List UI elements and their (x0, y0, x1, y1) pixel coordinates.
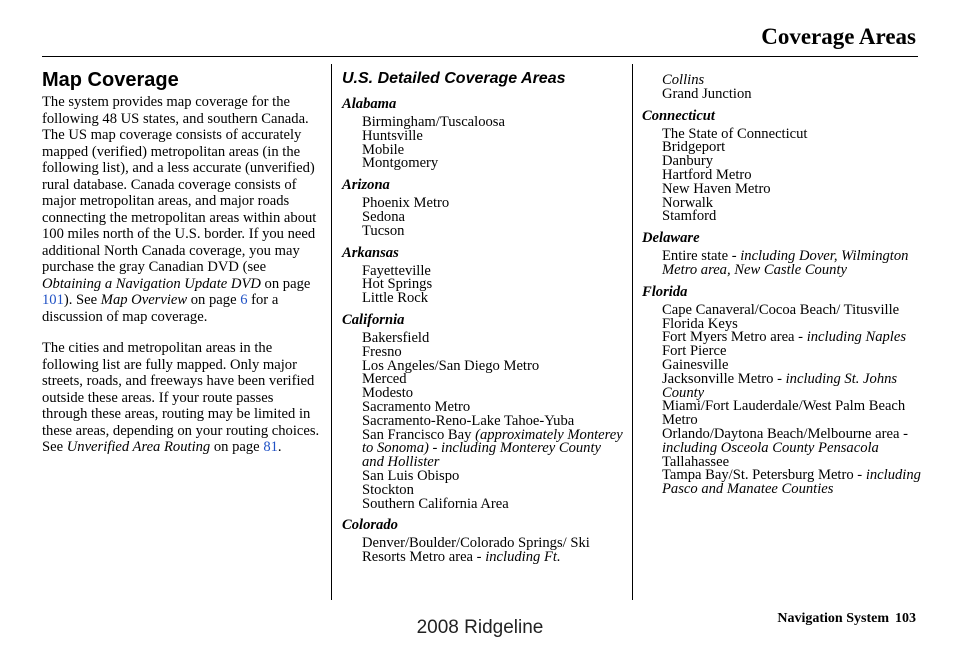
state-alabama: Alabama (342, 96, 397, 112)
detailed-coverage-column (342, 68, 624, 571)
city-note-continued: Collins (662, 72, 705, 88)
alabama-city-list (342, 116, 624, 171)
state-arkansas: Arkansas (342, 244, 399, 261)
california-city-list (342, 329, 624, 512)
florida-city-list (642, 301, 932, 498)
city-item: Mobile (362, 141, 405, 158)
city-item: Phoenix Metro (362, 195, 450, 212)
map-coverage-paragraph: The system provides map coverage for the following 48 US states, and southern Canada. The US map coverage consists of accurately mapped (verified) metropolitan areas (in the following list), and a less accurate (unverified) rural database. Canada coverage consists of major metropolitan areas, and major roads connecting the metropolitan areas within about 100 miles north of the U.S. border. If you need additional North Canada coverage, you may purchase the gray Canadian DVD (see Obtaining a Navigation Update DVD on page 101). See Map Overview on page 6 for a discussion of map coverage. (42, 94, 317, 325)
header-rule (42, 56, 918, 57)
city-item: The State of Connecticut (662, 125, 808, 142)
city-note: including Ft. (485, 549, 561, 566)
city-note: including Naples (806, 329, 907, 346)
page-101-link[interactable]: 101 (42, 292, 64, 308)
city-item: San Francisco Bay (approximately Monterey to Sonoma) - including Monterey County and Hollister (362, 426, 623, 471)
navigation-update-reference: Obtaining a Navigation Update DVD (42, 275, 261, 292)
delaware-city-list (642, 250, 932, 278)
city-item: Gainesville (662, 356, 729, 373)
city-item: Birmingham/Tuscaloosa (362, 114, 505, 130)
city-item: Norwalk (662, 194, 714, 211)
city-item: Hartford Metro (662, 166, 752, 183)
map-overview-reference: Map Overview (100, 292, 188, 308)
connecticut-city-list (642, 125, 932, 225)
footer-label: Navigation System (777, 611, 889, 626)
city-item: Entire state - including Dover, Wilmington Metro area, New Castle County (662, 248, 909, 278)
city-item: Fayetteville (362, 262, 431, 279)
city-note: (approximately Monterey to Sonoma) - including Monterey County and Hollister (362, 426, 623, 471)
page-number: 103 (895, 611, 916, 626)
arizona-city-list (342, 197, 624, 238)
city-item: Modesto (362, 385, 414, 402)
map-coverage-heading: Map Coverage (42, 69, 179, 91)
watermark: 2008 Ridgeline (416, 617, 544, 638)
city-note: including St. Johns County (662, 370, 898, 401)
state-connecticut: Connecticut (642, 107, 715, 124)
city-note: including Pasco and Manatee Counties (662, 467, 921, 498)
city-item: Fort Pierce (662, 343, 727, 360)
city-item: Little Rock (362, 290, 429, 307)
city-item: Grand Junction (662, 85, 752, 102)
city-note: including Osceola County Pensacola (662, 439, 879, 456)
state-florida: Florida (642, 283, 688, 300)
city-item: Danbury (662, 153, 714, 170)
city-item: Stamford (662, 208, 717, 225)
arkansas-city-list (342, 262, 624, 307)
city-item: Bakersfield (362, 329, 430, 346)
city-item: Tallahassee (662, 453, 730, 470)
page-81-link[interactable]: 81 (263, 439, 278, 455)
city-item: Florida Keys (662, 315, 738, 332)
column-divider (632, 64, 633, 600)
city-item: Los Angeles/San Diego Metro (362, 357, 540, 374)
city-item: Cape Canaveral/Cocoa Beach/ Titusville (662, 301, 900, 318)
map-coverage-column (42, 68, 320, 456)
detailed-coverage-heading: U.S. Detailed Coverage Areas (342, 70, 566, 87)
city-item: Huntsville (362, 127, 423, 144)
verified-areas-paragraph: The cities and metropolitan areas in the following list are fully mapped. Only major streets, roads, and freeways have been verified outside these areas. If your route passes through these areas, routing may be limited in these areas, depending on your routing choices. See Unverified Area Routing on page 81. (42, 340, 320, 455)
unverified-routing-reference: Unverified Area Routing (66, 439, 211, 455)
city-item: San Luis Obispo (362, 467, 460, 484)
city-item: Jacksonville Metro - including St. Johns County (662, 370, 898, 401)
detailed-coverage-column-continued (642, 68, 932, 503)
city-item: Southern California Area (362, 495, 509, 512)
city-item: Hot Springs (362, 276, 433, 293)
city-item: Sedona (362, 208, 405, 225)
state-colorado: Colorado (342, 517, 398, 534)
city-item: Orlando/Daytona Beach/Melbourne area - including Osceola County Pensacola (662, 425, 908, 456)
city-item: Tucson (362, 222, 405, 239)
city-item: Fresno (362, 343, 402, 360)
city-item: Fort Myers Metro area - including Naples (662, 329, 907, 346)
page-6-link[interactable]: 6 (240, 292, 248, 308)
city-item: Tampa Bay/St. Petersburg Metro - including Pasco and Manatee Counties (662, 467, 921, 498)
page-title: Coverage Areas (761, 24, 916, 49)
state-arizona: Arizona (342, 177, 390, 194)
city-note: including Dover, Wilmington Metro area, New Castle County (662, 248, 909, 278)
city-item: Denver/Boulder/Colorado Springs/ Ski Resorts Metro area - including Ft. (362, 535, 590, 566)
city-item: Sacramento-Reno-Lake Tahoe-Yuba (362, 412, 575, 429)
state-california: California (342, 311, 405, 328)
column-divider (331, 64, 332, 600)
city-item: Merced (362, 371, 407, 388)
city-item: Miami/Fort Lauderdale/West Palm Beach Metro (662, 398, 906, 429)
city-item: Bridgeport (662, 139, 726, 156)
city-item: Stockton (362, 481, 414, 498)
state-delaware: Delaware (642, 230, 700, 247)
colorado-city-list-continued (642, 85, 932, 102)
city-item: Montgomery (362, 155, 439, 172)
colorado-city-list (342, 537, 624, 565)
city-item: Sacramento Metro (362, 398, 471, 415)
city-item: New Haven Metro (662, 180, 771, 197)
